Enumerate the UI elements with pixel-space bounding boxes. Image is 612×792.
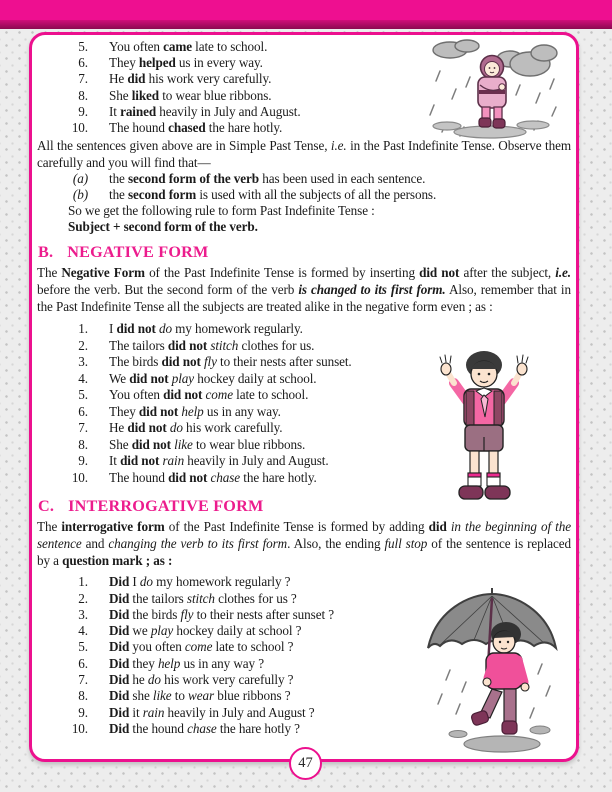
list-item-number: 8. — [78, 436, 88, 452]
text-segment: late to school. — [191, 39, 268, 54]
text-segment: fly — [203, 354, 217, 370]
negative-form-paragraph — [37, 264, 571, 315]
list-item-number: 5. — [78, 639, 88, 655]
section-c-title: INTERROGATIVE FORM — [68, 497, 264, 516]
text-segment: like — [174, 436, 193, 452]
text-segment: the — [109, 187, 129, 203]
text-segment: his work carefully. — [182, 420, 283, 436]
list-item-number: 6. — [78, 403, 88, 419]
list-item-number: 8. — [78, 688, 88, 704]
text-segment: full stop — [384, 536, 428, 552]
rule-formula-line: Subject + second form of the verb. — [68, 219, 258, 235]
list-item-number: 7. — [78, 672, 88, 687]
list-item-number: 9. — [78, 453, 88, 469]
text-segment: changing the verb to its first form — [108, 536, 288, 552]
list-item-number: 2. — [78, 590, 88, 606]
text-segment: of the Past Indefinite Tense is formed by inserting — [144, 265, 420, 281]
list-item-text — [109, 171, 425, 187]
list-item-number: 5. — [78, 387, 88, 403]
text-segment: like — [152, 688, 172, 704]
text-segment: The tailors — [109, 337, 168, 353]
text-segment: in the beginning of the sentence — [37, 519, 571, 552]
list-item-text — [109, 688, 291, 704]
text-segment: Did — [109, 704, 130, 720]
list-item-number: 1. — [78, 321, 88, 337]
list-item-number: 1. — [78, 574, 88, 590]
list-item — [37, 187, 571, 203]
text-segment: Did — [109, 655, 130, 671]
text-segment: the hound — [129, 720, 188, 736]
text-segment: to — [171, 688, 189, 704]
text-segment: clothes for us ? — [214, 590, 297, 606]
text-segment: us in every way. — [175, 55, 263, 71]
text-segment: play — [171, 370, 195, 386]
text-segment: the tailors — [129, 590, 187, 606]
text-segment: I — [129, 574, 140, 590]
text-segment: we — [129, 623, 151, 639]
text-segment: did not — [168, 469, 208, 485]
text-segment: did not — [131, 436, 171, 452]
text-segment: the — [109, 171, 129, 187]
text-segment: help — [157, 655, 181, 671]
list-item — [37, 171, 571, 187]
list-item-text — [109, 104, 301, 120]
list-item-text — [109, 705, 315, 721]
text-segment: do — [147, 672, 161, 687]
list-item-number: 4. — [78, 623, 88, 639]
text-segment: play — [150, 623, 174, 639]
text-segment: The hound — [109, 120, 169, 136]
text-segment: did not — [167, 337, 208, 353]
text-segment: You often — [109, 39, 164, 54]
text-segment: came — [163, 39, 192, 54]
list-item-number: 6. — [78, 55, 88, 71]
text-segment: blue ribbons ? — [214, 688, 291, 704]
list-item-text — [109, 672, 293, 688]
text-segment: We — [109, 370, 130, 386]
text-segment: they — [129, 655, 158, 671]
list-item-text — [109, 88, 271, 104]
text-segment: Did — [109, 623, 130, 639]
list-item-text — [109, 470, 317, 487]
text-segment: The — [37, 519, 62, 535]
simple-past-summary-paragraph — [37, 137, 571, 171]
text-segment: to their nests after sunset ? — [193, 606, 334, 622]
text-segment: rain — [162, 453, 185, 469]
list-item-text — [109, 623, 301, 639]
text-segment: she — [129, 688, 153, 704]
list-item-text — [109, 120, 282, 136]
text-segment: wear — [188, 688, 214, 704]
list-item-number: 2. — [78, 337, 88, 353]
text-segment: did — [428, 519, 447, 535]
text-segment: us in any way ? — [180, 655, 264, 671]
list-item-text — [109, 437, 305, 454]
text-segment: do — [158, 321, 172, 337]
text-segment: of the Past Indefinite Tense is formed by adding — [164, 519, 429, 535]
text-segment: he — [129, 672, 148, 687]
top-accent-bar — [0, 0, 612, 20]
list-item-number: 9. — [78, 103, 88, 119]
text-segment: chase — [187, 720, 217, 736]
observations-list — [37, 171, 571, 203]
text-segment: did not — [163, 387, 203, 403]
list-item-text — [109, 39, 267, 55]
list-item-text — [109, 354, 352, 371]
text-segment: hockey daily at school ? — [173, 623, 302, 639]
text-segment: the hare hotly. — [205, 120, 283, 136]
list-item-number: 3. — [78, 354, 88, 370]
list-item-number: 5. — [78, 39, 88, 54]
text-segment: It — [109, 453, 121, 469]
list-item-number: (a) — [72, 171, 88, 187]
text-segment: do — [169, 420, 183, 436]
text-segment: did not — [116, 321, 156, 337]
text-segment: rain — [142, 704, 165, 720]
text-segment: Negative Form — [61, 265, 145, 281]
text-segment: help — [181, 403, 204, 419]
text-segment: hockey daily at school. — [194, 370, 317, 386]
text-segment: Did — [109, 639, 130, 655]
top-accent-strip — [0, 20, 612, 29]
text-segment: Did — [109, 574, 130, 590]
text-segment: clothes for us. — [238, 337, 315, 353]
text-segment: late to school ? — [212, 639, 294, 655]
text-segment: helped — [138, 55, 176, 71]
list-item-text — [109, 639, 293, 655]
text-segment: i.e. — [555, 265, 572, 281]
section-c-label: C. — [38, 497, 55, 516]
text-segment: Did — [109, 720, 130, 736]
text-segment: his work very carefully ? — [160, 672, 294, 687]
text-segment: of the sentence is replaced by a — [37, 536, 571, 569]
text-segment: question mark ; as : — [62, 553, 173, 569]
text-segment: his work very carefully. — [145, 71, 272, 87]
text-segment: late to school. — [232, 387, 309, 403]
list-item-text — [109, 55, 263, 71]
book-page — [29, 32, 579, 762]
text-segment: is changed to its first form. — [298, 282, 446, 298]
list-item-text — [109, 591, 297, 607]
text-segment: did not — [127, 420, 167, 436]
text-segment: the hare hotly ? — [216, 720, 300, 736]
text-segment: in the Past Indefinite Tense. Observe them carefully and you will find that— — [37, 138, 571, 171]
list-item-number: 10. — [71, 720, 88, 736]
text-segment: did not — [161, 354, 201, 370]
text-segment: is used with all the subjects of all the persons. — [196, 187, 437, 203]
page-number: 47 — [298, 755, 313, 771]
list-item-text — [109, 187, 436, 203]
text-segment: did not — [138, 403, 179, 419]
list-item-text — [109, 420, 283, 437]
list-item-number: 6. — [78, 655, 88, 671]
text-segment: liked — [131, 87, 160, 103]
list-item-text — [109, 371, 317, 388]
text-segment: He — [109, 71, 128, 87]
text-segment: They — [109, 55, 139, 71]
text-segment: All the sentences given above are in Simple Past Tense, — [37, 138, 331, 154]
text-segment: my homework regularly. — [171, 321, 303, 337]
text-segment: They — [109, 403, 139, 419]
text-segment: has been used in each sentence. — [259, 171, 426, 187]
list-item-text — [109, 574, 290, 590]
text-segment: I — [109, 321, 117, 337]
text-segment: Did — [109, 688, 130, 704]
text-segment: The birds — [109, 354, 162, 370]
text-segment: my homework regularly ? — [152, 574, 291, 590]
text-segment: stitch — [210, 337, 239, 353]
text-segment: You often — [109, 387, 164, 403]
text-segment: interrogative form — [61, 519, 165, 535]
list-item — [37, 321, 571, 338]
text-segment: to their nests after sunset. — [216, 354, 352, 370]
text-segment: the hare hotly. — [240, 469, 317, 485]
text-segment: rained — [120, 103, 157, 119]
list-item-text — [109, 404, 281, 421]
text-segment: heavily in July and August. — [156, 103, 301, 119]
cheering-schoolboy-illustration — [432, 341, 536, 509]
list-item-number: 4. — [78, 370, 88, 386]
list-item-text — [109, 338, 314, 355]
text-segment: second form of the verb — [128, 171, 260, 187]
section-b-label: B. — [38, 243, 54, 262]
text-segment: The — [37, 265, 62, 281]
list-item-number: 7. — [78, 71, 88, 87]
text-segment: She — [109, 436, 132, 452]
page-number-badge — [289, 747, 322, 780]
text-segment: The hound — [109, 469, 169, 485]
text-segment: it — [129, 704, 143, 720]
list-item-text — [109, 71, 271, 87]
text-segment: the birds — [129, 606, 181, 622]
text-segment: It — [109, 103, 121, 119]
list-item-text — [109, 656, 264, 672]
list-item-text — [109, 321, 303, 338]
list-item-text — [109, 453, 329, 470]
text-segment: Did — [109, 590, 130, 606]
list-item-number: (b) — [72, 187, 88, 203]
text-segment: i.e. — [330, 138, 347, 154]
text-segment: you often — [129, 639, 185, 655]
text-segment: us in any way. — [203, 403, 281, 419]
text-segment: did not — [419, 265, 460, 281]
list-item-text — [109, 387, 308, 404]
section-b-title: NEGATIVE FORM — [67, 243, 209, 262]
text-segment: chase — [210, 469, 241, 485]
list-item-number: 10. — [71, 120, 88, 136]
section-b-heading — [38, 242, 571, 263]
text-segment: heavily in July and August. — [184, 453, 329, 469]
text-segment: did not — [120, 453, 160, 469]
list-item-number: 3. — [78, 606, 88, 622]
list-item-number: 9. — [78, 704, 88, 720]
text-segment: did not — [129, 370, 169, 386]
rain-child-illustration — [420, 35, 572, 141]
text-segment: fly — [180, 606, 194, 622]
text-segment: come — [205, 387, 233, 403]
text-segment: to wear blue ribbons. — [159, 87, 272, 103]
text-segment: Did — [109, 672, 130, 687]
text-segment: She — [109, 87, 132, 103]
list-item-number: 8. — [78, 87, 88, 103]
text-segment: before the verb. But the second form of the verb — [37, 282, 299, 298]
text-segment: did — [127, 71, 146, 87]
text-segment: . Also, the ending — [287, 536, 385, 552]
text-segment: second form — [128, 187, 197, 203]
interrogative-form-paragraph — [37, 518, 571, 569]
umbrella-boy-illustration — [414, 586, 570, 758]
text-segment: chased — [168, 120, 206, 136]
text-segment: Also, remember that in the Past Indefinite Tense all the subjects are treated alike in the negative form even ; as : — [37, 282, 571, 315]
rule-intro-line: So we get the following rule to form Past Indefinite Tense : — [68, 203, 375, 219]
text-segment: to wear blue ribbons. — [192, 436, 306, 452]
list-item-text — [109, 607, 334, 623]
text-segment: heavily in July and August ? — [164, 704, 315, 720]
list-item-number: 10. — [71, 469, 88, 485]
text-segment: stitch — [186, 590, 215, 606]
text-segment: He — [109, 420, 128, 436]
text-segment: do — [139, 574, 153, 590]
list-item-number: 7. — [78, 420, 88, 436]
text-segment: after the subject, — [459, 265, 556, 281]
list-item-text — [109, 721, 300, 737]
text-segment: Did — [109, 606, 130, 622]
text-segment: come — [184, 639, 213, 655]
text-segment: and — [81, 536, 109, 552]
